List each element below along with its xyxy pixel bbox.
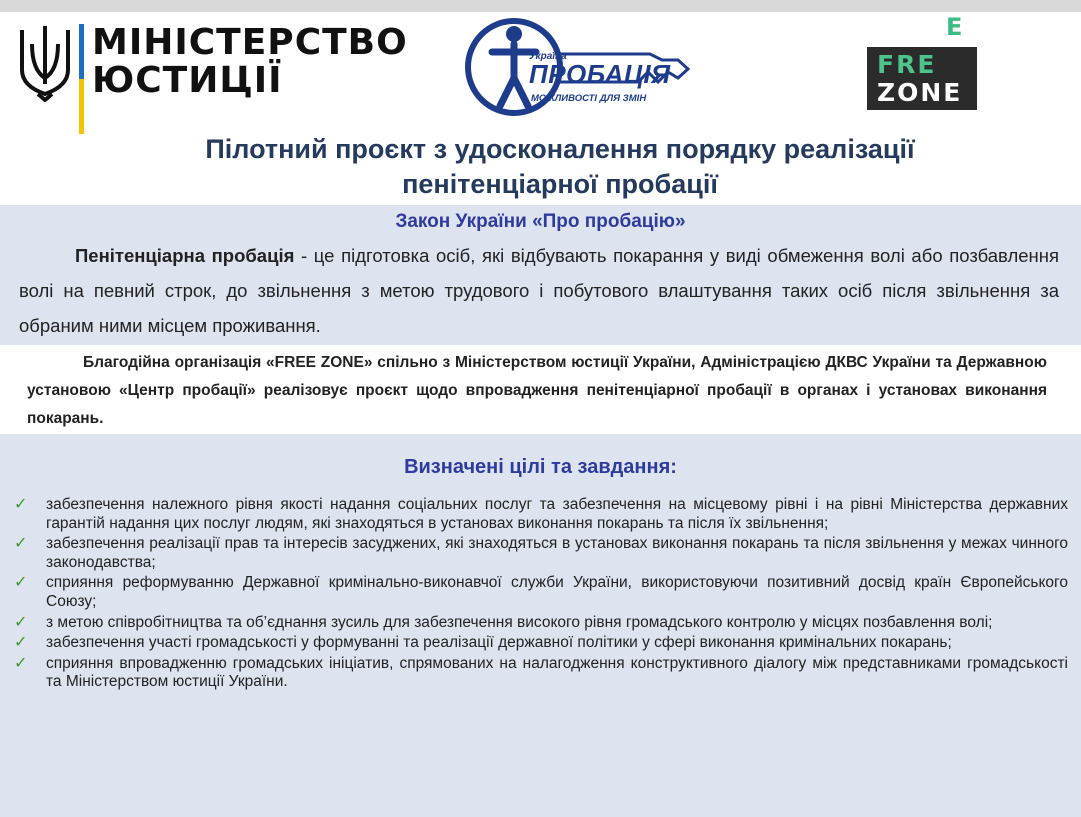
freezone-logo	[867, 47, 977, 110]
definition-term: Пенітенціарна пробація	[75, 245, 295, 266]
goal-item: ✓ сприяння реформуванню Державної кримінально-виконавчої служби України, використовуючи позитивний досвід країн Європейського Союзу;	[14, 574, 1068, 610]
check-icon: ✓	[14, 613, 28, 631]
page-title-line2: пенітенціарної пробації	[402, 169, 718, 199]
trident-icon	[18, 24, 72, 102]
goals-list	[14, 496, 1068, 694]
goal-item: ✓ забезпечення реалізації прав та інтересів засуджених, які знаходяться в установах виконання покарань та після звільнення у межах чинного законодавства;	[14, 535, 1068, 571]
probation-country: Україна	[529, 51, 567, 62]
freezone-line2: ZONE	[877, 78, 963, 107]
ministry-line2: ЮСТИЦІЇ	[92, 60, 283, 101]
page-title-line1: Пілотний проєкт з удосконалення порядку реалізації	[205, 134, 915, 164]
probation-definition	[19, 238, 1059, 343]
goals-title: Визначені цілі та завдання:	[404, 456, 677, 478]
definition-text: - це підготовка осіб, які відбувають покарання у виді обмеження волі або позбавлення волі на певний строк, до звільнення з метою трудового і побутового влаштування таких осіб після звільнення за обраним ними місцем проживання.	[19, 245, 1059, 336]
goal-item: ✓ з метою співробітництва та об’єднання зусиль для забезпечення високого рівня громадського контролю у місцях позбавлення волі;	[14, 613, 993, 631]
goal-item: ✓ забезпечення належного рівня якості надання соціальних послуг та забезпечення на місцевому рівні і на рівні Міністерства державних гарантій надання цих послуг людям, які знаходяться в установах виконання покарань та після їх звільнення;	[14, 496, 1068, 532]
freezone-line1: FRE	[877, 50, 937, 79]
flag-bar	[79, 24, 84, 134]
goal-item: ✓ забезпечення участі громадськості у формуванні та реалізації державної політики у сфері виконання кримінальних покарань;	[14, 634, 952, 652]
goal-item: ✓ сприяння впровадженню громадських ініціатив, спрямованих на налагодження конструктивного діалогу між представниками громадськості та Міністерством юстиції України.	[14, 654, 1068, 691]
probation-name: ПРОБАЦІЯ	[529, 59, 671, 89]
ministry-line1: МІНІСТЕРСТВО	[92, 22, 408, 63]
check-icon: ✓	[14, 496, 28, 513]
check-icon: ✓	[14, 535, 28, 553]
organization-paragraph: Благодійна організація «FREE ZONE» спільно з Міністерством юстиції України, Адміністрацією ДКВС України та Державною установою «Центр пробації» реалізовує проєкт щодо впровадження пенітенціарної пробації в органах і установах виконання покарань.	[27, 354, 1047, 427]
top-strip	[0, 0, 1081, 12]
check-icon: ✓	[14, 574, 28, 592]
freezone-e-mark: E	[946, 13, 963, 41]
page-title	[120, 132, 1000, 202]
probation-slogan: МОЖЛИВОСТІ ДЛЯ ЗМІН	[531, 93, 647, 104]
law-title: Закон України «Про пробацію»	[395, 211, 686, 232]
check-icon: ✓	[14, 654, 28, 672]
check-icon: ✓	[14, 634, 28, 652]
ministry-name	[92, 24, 408, 100]
